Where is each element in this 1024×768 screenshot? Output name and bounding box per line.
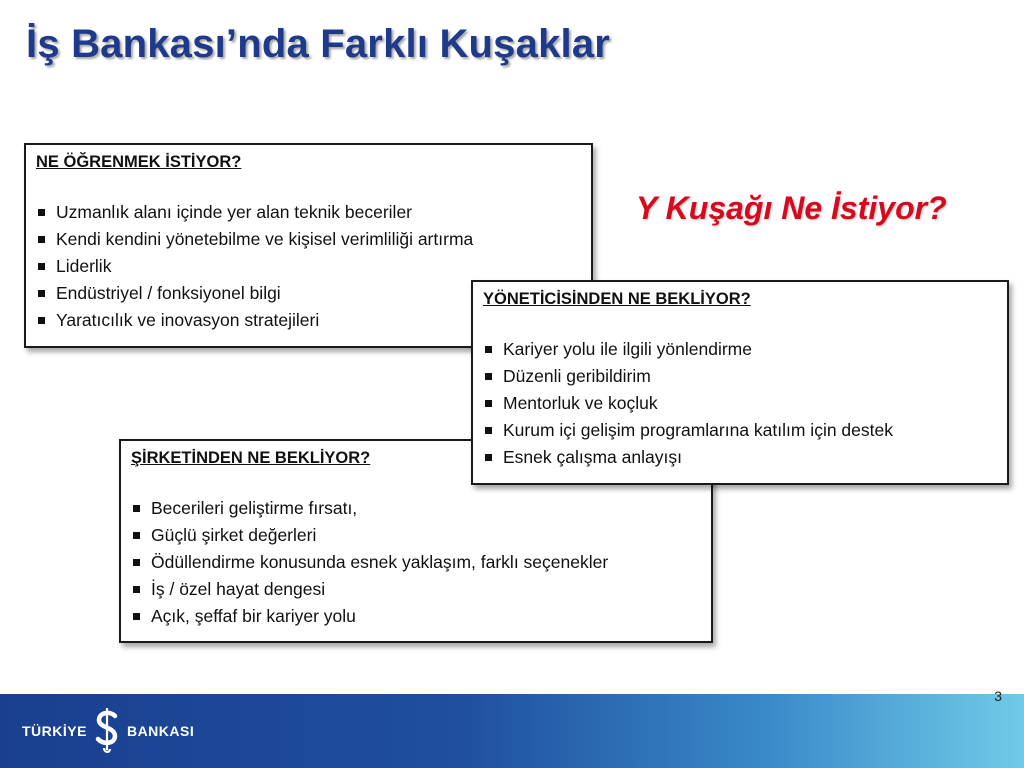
list-item-text: Açık, şeffaf bir kariyer yolu (151, 606, 356, 626)
list-item (131, 522, 701, 549)
square-bullet-icon (38, 236, 45, 243)
square-bullet-icon (38, 317, 45, 324)
company-list (131, 495, 701, 630)
manager-box (471, 280, 1009, 485)
list-item (131, 603, 701, 630)
list-item-text: Kariyer yolu ile ilgili yönlendirme (503, 339, 752, 359)
list-item (483, 363, 997, 390)
square-bullet-icon (485, 373, 492, 380)
learn-box-heading: NE ÖĞRENMEK İSTİYOR? (36, 153, 242, 171)
square-bullet-icon (133, 532, 140, 539)
list-item (483, 417, 997, 444)
list-item-text: Kendi kendini yönetebilme ve kişisel verimliliği artırma (56, 229, 474, 249)
list-item (483, 336, 997, 363)
list-item-text: Yaratıcılık ve inovasyon stratejileri (56, 310, 320, 330)
list-item (36, 253, 581, 280)
list-item (131, 495, 701, 522)
list-item (131, 549, 701, 576)
square-bullet-icon (133, 586, 140, 593)
company-logo (22, 706, 194, 756)
list-item (483, 444, 997, 471)
square-bullet-icon (485, 400, 492, 407)
slide-title: İş Bankası’nda Farklı Kuşaklar (26, 22, 611, 66)
list-item (36, 199, 581, 226)
list-item-text: Endüstriyel / fonksiyonel bilgi (56, 283, 281, 303)
manager-box-heading: YÖNETİCİSİNDEN NE BEKLİYOR? (483, 290, 751, 308)
list-item-text: Uzmanlık alanı içinde yer alan teknik beceriler (56, 202, 412, 222)
list-item-text: İş / özel hayat dengesi (151, 579, 326, 599)
square-bullet-icon (485, 427, 492, 434)
square-bullet-icon (485, 346, 492, 353)
list-item-text: Liderlik (56, 256, 112, 276)
square-bullet-icon (485, 454, 492, 461)
list-item-text: Esnek çalışma anlayışı (503, 447, 682, 467)
square-bullet-icon (38, 263, 45, 270)
list-item-text: Becerileri geliştirme fırsatı, (151, 498, 358, 518)
square-bullet-icon (133, 613, 140, 620)
square-bullet-icon (38, 290, 45, 297)
list-item-text: Mentorluk ve koçluk (503, 393, 658, 413)
list-item-text: Ödüllendirme konusunda esnek yaklaşım, farklı seçenekler (151, 552, 609, 572)
list-item-text: Kurum içi gelişim programlarına katılım için destek (503, 420, 893, 440)
square-bullet-icon (38, 209, 45, 216)
slide-subtitle: Y Kuşağı Ne İstiyor? (636, 190, 947, 226)
list-item (131, 576, 701, 603)
list-item-text: Güçlü şirket değerleri (151, 525, 317, 545)
manager-list (483, 336, 997, 471)
company-box-heading: ŞİRKETİNDEN NE BEKLİYOR? (131, 449, 371, 467)
list-item (36, 226, 581, 253)
is-bankasi-logo-icon (91, 706, 123, 756)
page-number: 3 (994, 688, 1002, 704)
square-bullet-icon (133, 505, 140, 512)
logo-text-left: TÜRKİYE (22, 723, 87, 739)
list-item-text: Düzenli geribildirim (503, 366, 651, 386)
list-item (483, 390, 997, 417)
square-bullet-icon (133, 559, 140, 566)
logo-text-right: BANKASI (126, 723, 195, 739)
